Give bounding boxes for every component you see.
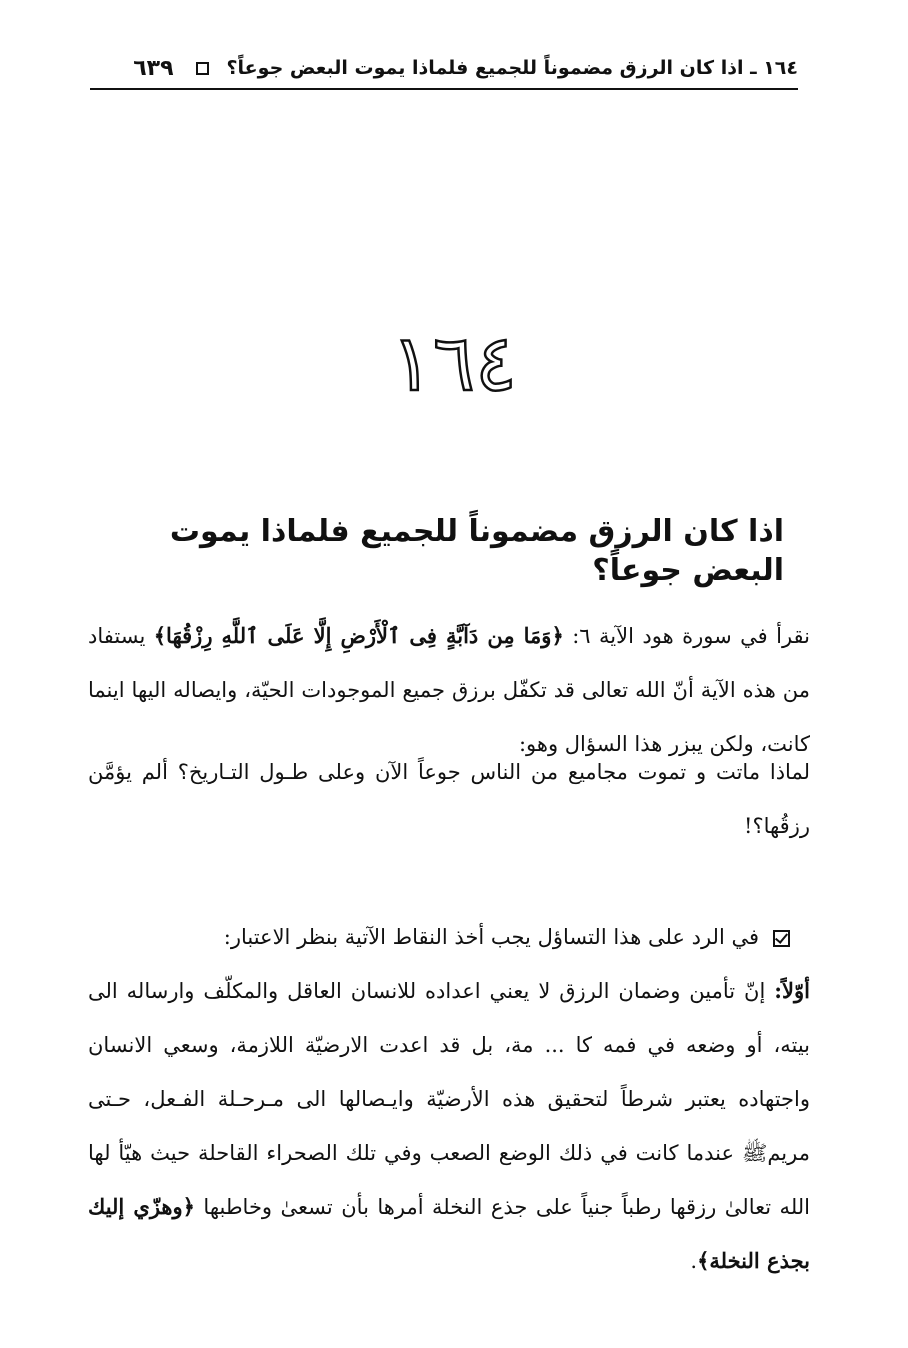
closing-period: . — [690, 1249, 698, 1273]
answer-intro: في الرد على هذا التساؤل يجب أخذ النقاط الآتية بنظر الاعتبار: — [223, 925, 759, 949]
quran-quote: ﴿وَمَا مِن دَآبَّةٍ فِى ٱلْأَرْضِ إِلَّا عَلَى ٱللَّهِ رِزْقُهَا﴾ — [153, 623, 564, 648]
page-number: ٦٣٩ — [133, 55, 174, 81]
point-text: إنّ تأمين وضمان الرزق لا يعني اعداده للانسان العاقل والمكلّف وارساله الى بيته، أو وضعه في فمه كا ... مة، بل قد اعدت الارضيّة اللازمة، وسعي الانسان واجتهاده يعتبر شرطاً لتحقيق هذه الأرضيّة وايـصالها الى مـرحـلة الفـعل، حـتى مريم — [88, 979, 810, 1165]
square-icon — [196, 62, 209, 75]
header-title: ١٦٤ ـ اذا كان الرزق مضموناً للجميع فلماذا يموت البعض جوعاً؟ — [226, 57, 798, 79]
chapter-heading: اذا كان الرزق مضموناً للجميع فلماذا يموت البعض جوعاً؟ — [169, 514, 784, 588]
checkbox-icon — [773, 930, 790, 947]
point-text-continued: عندما كانت في ذلك الوضع الصعب وفي تلك الصحراء القاحلة حيث هيّأ لها الله تعالىٰ رزقها رطباً جنياً على جذع النخلة أمرها بأن تسعىٰ وخاطبها — [88, 1141, 810, 1219]
chapter-number: ١٦٤ — [391, 319, 517, 409]
paragraph-text: يستفاد من هذه الآية أنّ الله تعالى قد تكفّل برزق جميع الموجودات الحيّة، وايصاله اليها اينما كانت، ولكن يبزر هذا السؤال وهو: — [88, 624, 810, 756]
paragraph-answer — [88, 910, 810, 1288]
honorific-symbol: ﷺ — [741, 1141, 768, 1165]
point-label: أوّلاً: — [774, 978, 810, 1003]
paragraph-question: لماذا ماتت و تموت مجاميع من الناس جوعاً الآن وعلى طـول التـاريخ؟ ألم يؤمَّن رزقُها؟! — [88, 760, 810, 838]
paragraph-lead: نقرأ في سورة هود الآية ٦: — [572, 624, 810, 648]
quran-quote-2: ﴿وهزّي إليك بجذع النخلة﴾ — [88, 1194, 810, 1273]
running-header — [90, 48, 798, 90]
